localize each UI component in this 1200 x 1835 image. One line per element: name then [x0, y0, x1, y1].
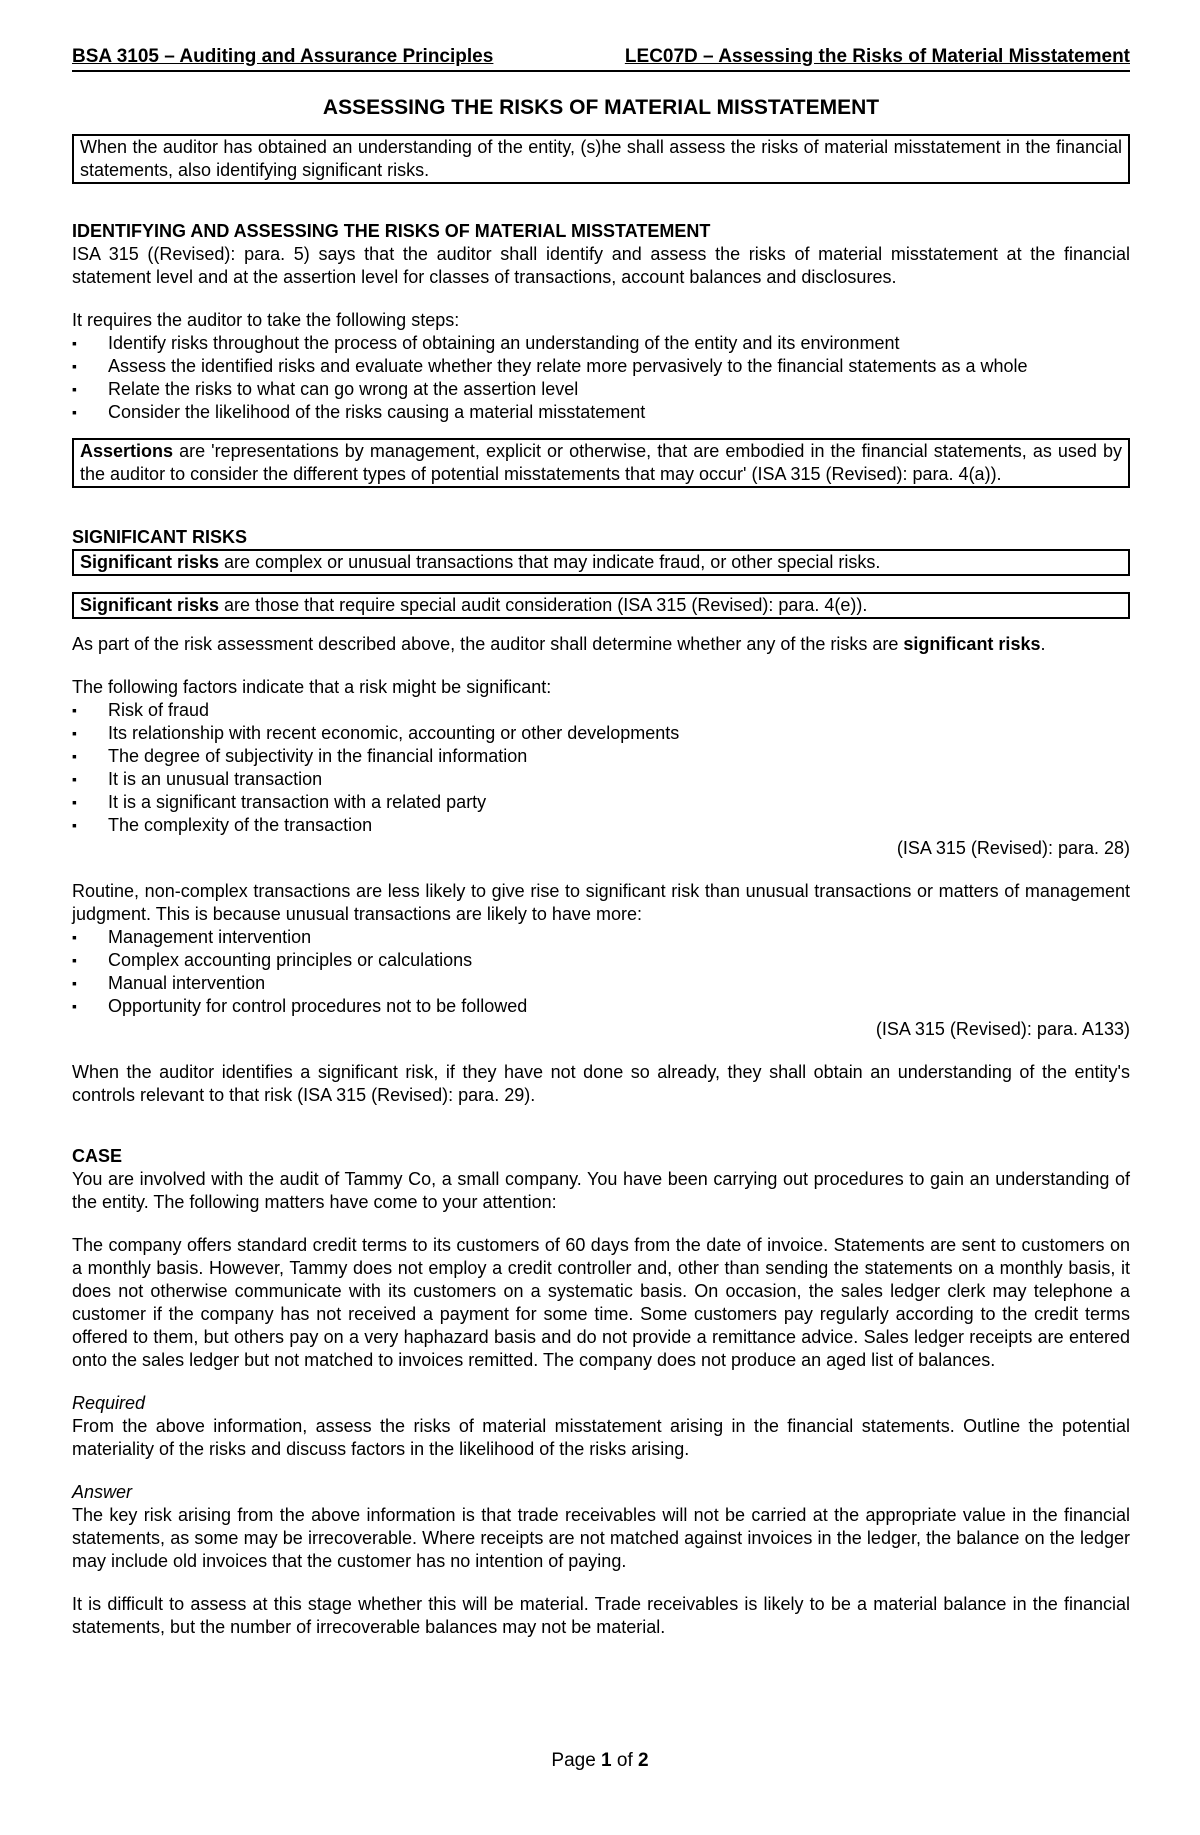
page-title: ASSESSING THE RISKS OF MATERIAL MISSTATEMENT: [322, 96, 880, 119]
significant-risks-term: Significant risks: [80, 595, 220, 615]
significant-risks-def-2: are those that require special audit consideration (ISA 315 (Revised): para. 4(e)).: [219, 595, 868, 615]
section-heading-significant-risks: SIGNIFICANT RISKS: [72, 527, 248, 547]
page-of: of: [611, 1750, 639, 1771]
significant-risks-box-1: [72, 549, 1130, 576]
risk-assessment-paragraph: [72, 633, 1130, 656]
answer-paragraph-1: The key risk arising from the above information is that trade receivables will not be carried at the appropriate value in the financial statements, as some may be irrecoverable. Where receipts are not matched against invoices in the ledger, the balance on the ledger may include old invoices that the customer has no intention of paying.: [72, 1505, 1130, 1571]
course-title: BSA 3105 – Auditing and Assurance Principles: [72, 46, 494, 67]
routine-paragraph: Routine, non-complex transactions are less likely to give rise to significant risk than unusual transactions or matters of management judgment. This is because unusual transactions are likely to have more:: [72, 881, 1130, 924]
list-item: ▪ It is an unusual transaction: [72, 768, 1130, 791]
assertions-term: Assertions: [80, 441, 174, 461]
significant-risks-term: Significant risks: [80, 552, 220, 572]
steps-list: [72, 332, 1130, 424]
list-item: ▪ It is a significant transaction with a related party: [72, 791, 1130, 814]
required-label: Required: [72, 1393, 146, 1413]
controls-paragraph: When the auditor identifies a significant risk, if they have not done so already, they shall obtain an understanding of the entity's controls relevant to that risk (ISA 315 (Revised): para. 29).: [72, 1062, 1130, 1105]
list-item: ▪ The degree of subjectivity in the financial information: [72, 745, 1130, 768]
risk-assessment-text: As part of the risk assessment described above, the auditor shall determine whether any of the risks are: [72, 634, 904, 654]
intro-box: [72, 134, 1130, 184]
list-item: ▪ Its relationship with recent economic, accounting or other developments: [72, 722, 1130, 745]
routine-list: [72, 926, 1130, 1018]
list-item: ▪ Risk of fraud: [72, 699, 1130, 722]
list-item: ▪ The complexity of the transaction: [72, 814, 1130, 837]
required-text: From the above information, assess the risks of material misstatement arising in the financial statements. Outline the potential materiality of the risks and discuss factors in the likelihood of the risks arising.: [72, 1416, 1130, 1459]
risk-assessment-end: .: [1040, 634, 1046, 654]
routine-reference: (ISA 315 (Revised): para. A133): [875, 1019, 1130, 1039]
list-item: ▪ Relate the risks to what can go wrong at the assertion level: [72, 378, 1130, 401]
assertions-box: [72, 438, 1130, 488]
significant-risks-def-1: are complex or unusual transactions that may indicate fraud, or other special risks.: [219, 552, 881, 572]
list-item: ▪ Opportunity for control procedures not to be followed: [72, 995, 1130, 1018]
page-total: 2: [638, 1750, 649, 1771]
list-item: ▪ Management intervention: [72, 926, 1130, 949]
list-item: ▪ Complex accounting principles or calculations: [72, 949, 1130, 972]
page-label: Page: [551, 1750, 602, 1771]
factors-list: [72, 699, 1130, 837]
significant-risks-box-2: [72, 592, 1130, 619]
factors-intro: The following factors indicate that a risk might be significant:: [72, 677, 552, 697]
document-page: [72, 46, 1130, 1639]
list-item: ▪ Manual intervention: [72, 972, 1130, 995]
answer-paragraph-2: It is difficult to assess at this stage whether this will be material. Trade receivables is likely to be a material balance in the financial statements, but the number of irrecoverable balances may not be material.: [72, 1594, 1130, 1637]
risk-assessment-bold: significant risks: [903, 634, 1041, 654]
assertions-definition: are 'representations by management, explicit or otherwise, that are embodied in the financial statements, as used by the auditor to consider the different types of potential misstatements that may occur' (ISA 315 (Revised): para. 4(a)).: [80, 441, 1122, 484]
list-item: ▪ Consider the likelihood of the risks causing a material misstatement: [72, 401, 1130, 424]
steps-intro: It requires the auditor to take the following steps:: [72, 310, 460, 330]
list-item: ▪ Identify risks throughout the process of obtaining an understanding of the entity and its environment: [72, 332, 1130, 355]
page-header: [72, 46, 1130, 72]
case-heading: CASE: [72, 1146, 123, 1166]
page-number: 1: [601, 1750, 612, 1771]
isa315-paragraph: ISA 315 ((Revised): para. 5) says that the auditor shall identify and assess the risks of material misstatement at the financial statement level and at the assertion level for classes of transactions, account balances and disclosures.: [72, 244, 1130, 287]
lecture-title: LEC07D – Assessing the Risks of Material Misstatement: [624, 46, 1130, 67]
intro-text: When the auditor has obtained an understanding of the entity, (s)he shall assess the risks of material misstatement in the financial statements, also identifying significant risks.: [80, 137, 1122, 180]
list-item: ▪ Assess the identified risks and evaluate whether they relate more pervasively to the financial statements as a whole: [72, 355, 1130, 378]
factors-reference: (ISA 315 (Revised): para. 28): [896, 838, 1130, 858]
case-facts: The company offers standard credit terms to its customers of 60 days from the date of invoice. Statements are sent to customers on a monthly basis. However, Tammy does not employ a credit controller and, other than sending the statements on a monthly basis, it does not otherwise communicate with its customers on a systematic basis. On occasion, the sales ledger clerk may telephone a customer if the company has not received a payment for some time. Some customers pay regularly according to the credit terms offered to them, but others pay on a very haphazard basis and do not provide a remittance advice. Sales ledger receipts are entered onto the sales ledger but not matched to invoices remitted. The company does not produce an aged list of balances.: [72, 1235, 1130, 1370]
answer-label: Answer: [72, 1482, 133, 1502]
case-intro: You are involved with the audit of Tammy Co, a small company. You have been carrying out procedures to gain an understanding of the entity. The following matters have come to your attention:: [72, 1169, 1130, 1212]
section-heading-identifying: IDENTIFYING AND ASSESSING THE RISKS OF MATERIAL MISSTATEMENT: [72, 221, 711, 241]
page-footer: [0, 1750, 1200, 1772]
